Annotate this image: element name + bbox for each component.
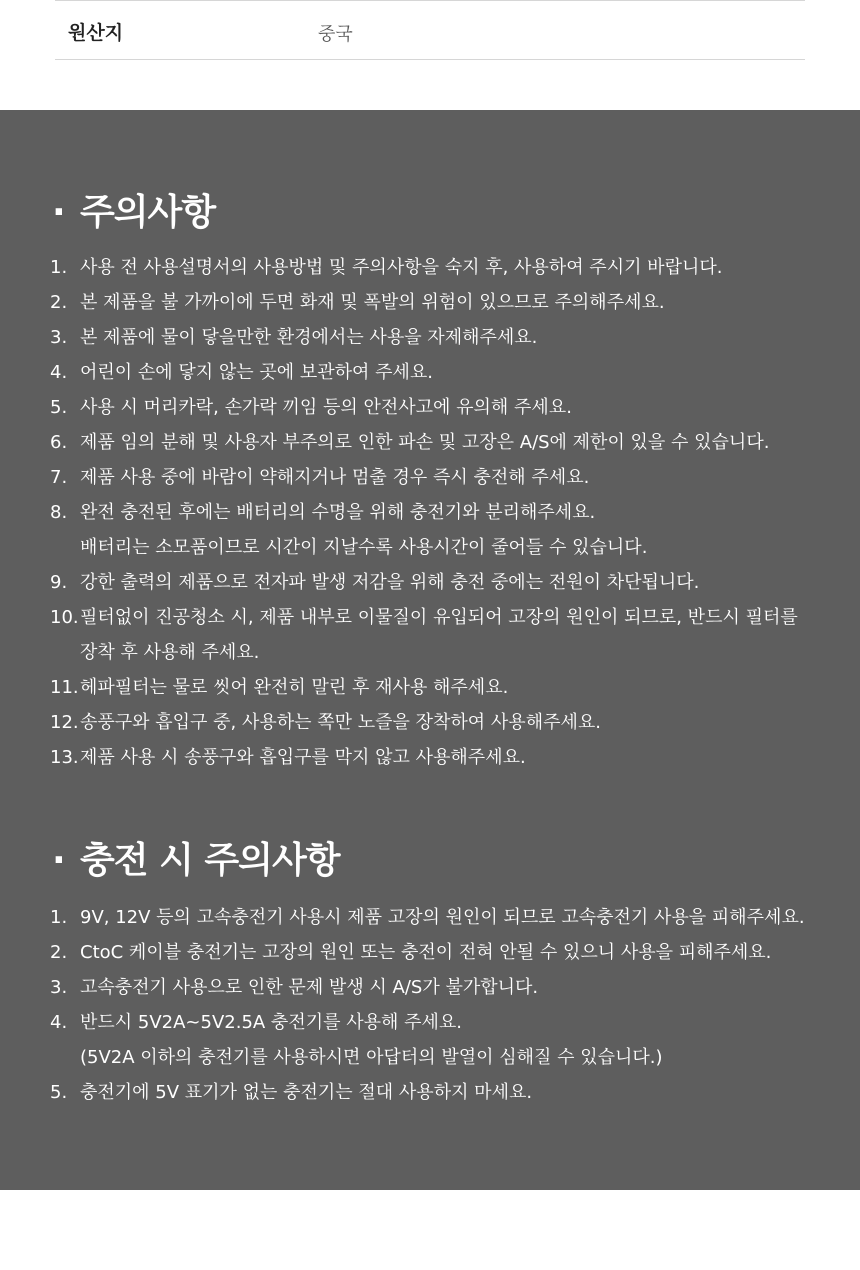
item-number: 10. — [50, 607, 79, 628]
title-bullet: · — [52, 840, 65, 881]
item-text: 제품 사용 중에 바람이 약해지거나 멈출 경우 즉시 충전해 주세요. — [80, 467, 590, 488]
item-number: 4. — [50, 362, 68, 383]
item-text: 필터없이 진공청소 시, 제품 내부로 이물질이 유입되어 고장의 원인이 되므로, 반드시 필터를 — [80, 607, 798, 628]
charging-list — [50, 900, 840, 1110]
item-text: 고속충전기 사용으로 인한 문제 발생 시 A/S가 불가합니다. — [80, 977, 539, 998]
item-text: 사용 전 사용설명서의 사용방법 및 주의사항을 숙지 후, 사용하여 주시기 바랍니다. — [80, 257, 723, 278]
item-number: 6. — [50, 432, 68, 453]
item-number: 4. — [50, 1012, 68, 1033]
item-text: 9V, 12V 등의 고속충전기 사용시 제품 고장의 원인이 되므로 고속충전기 사용을 피해주세요. — [80, 907, 805, 928]
item-text: 본 제품에 물이 닿을만한 환경에서는 사용을 자제해주세요. — [80, 327, 538, 348]
caution-section-title — [52, 184, 215, 235]
item-number: 7. — [50, 467, 68, 488]
item-number: 5. — [50, 397, 68, 418]
spec-row-origin — [55, 0, 805, 60]
list-item — [50, 355, 840, 390]
spec-table — [0, 0, 860, 110]
item-number: 13. — [50, 747, 79, 768]
caution-list — [50, 250, 840, 775]
list-item — [50, 390, 840, 425]
spec-key: 원산지 — [68, 22, 124, 44]
page-bottom — [0, 1190, 860, 1270]
list-item — [50, 900, 840, 935]
list-item — [50, 1075, 840, 1110]
item-number: 1. — [50, 257, 68, 278]
item-text: 제품 사용 시 송풍구와 흡입구를 막지 않고 사용해주세요. — [80, 747, 526, 768]
item-number: 11. — [50, 677, 79, 698]
item-text: 본 제품을 불 가까이에 두면 화재 및 폭발의 위험이 있으므로 주의해주세요. — [80, 292, 665, 313]
list-item-continuation — [50, 1040, 840, 1075]
spec-value: 중국 — [318, 24, 353, 45]
list-item — [50, 970, 840, 1005]
item-number: 3. — [50, 977, 68, 998]
item-text: 완전 충전된 후에는 배터리의 수명을 위해 충전기와 분리해주세요. — [80, 502, 596, 523]
item-text: 배터리는 소모품이므로 시간이 지날수록 사용시간이 줄어들 수 있습니다. — [80, 537, 648, 558]
item-text: 장착 후 사용해 주세요. — [80, 642, 260, 663]
item-text: CtoC 케이블 충전기는 고장의 원인 또는 충전이 전혀 안될 수 있으니 사용을 피해주세요. — [80, 942, 772, 963]
list-item — [50, 705, 840, 740]
item-text: 어린이 손에 닿지 않는 곳에 보관하여 주세요. — [80, 362, 434, 383]
item-text: 반드시 5V2A~5V2.5A 충전기를 사용해 주세요. — [80, 1012, 462, 1033]
item-text: 헤파필터는 물로 씻어 완전히 말린 후 재사용 해주세요. — [80, 677, 509, 698]
list-item — [50, 670, 840, 705]
item-text: 제품 임의 분해 및 사용자 부주의로 인한 파손 및 고장은 A/S에 제한이 있을 수 있습니다. — [80, 432, 770, 453]
list-item — [50, 935, 840, 970]
list-item — [50, 460, 840, 495]
item-number: 9. — [50, 572, 68, 593]
list-item — [50, 425, 840, 460]
item-number: 12. — [50, 712, 79, 733]
item-text: 사용 시 머리카락, 손가락 끼임 등의 안전사고에 유의해 주세요. — [80, 397, 572, 418]
item-text: (5V2A 이하의 충전기를 사용하시면 아답터의 발열이 심해질 수 있습니다.) — [80, 1047, 663, 1068]
item-number: 5. — [50, 1082, 68, 1103]
title-bullet: · — [52, 192, 65, 233]
item-text: 강한 출력의 제품으로 전자파 발생 저감을 위해 충전 중에는 전원이 차단됩니다. — [80, 572, 700, 593]
item-number: 8. — [50, 502, 68, 523]
list-item — [50, 495, 840, 530]
caution-title-text: 주의사항 — [80, 192, 216, 233]
item-text: 송풍구와 흡입구 중, 사용하는 쪽만 노즐을 장착하여 사용해주세요. — [80, 712, 601, 733]
list-item — [50, 740, 840, 775]
list-item — [50, 1005, 840, 1040]
list-item — [50, 250, 840, 285]
item-number: 1. — [50, 907, 68, 928]
list-item-continuation — [50, 635, 840, 670]
charging-section-title — [52, 832, 340, 883]
list-item — [50, 565, 840, 600]
item-text: 충전기에 5V 표기가 없는 충전기는 절대 사용하지 마세요. — [80, 1082, 533, 1103]
list-item-continuation — [50, 530, 840, 565]
caution-panel — [0, 110, 860, 1190]
item-number: 2. — [50, 942, 68, 963]
item-number: 3. — [50, 327, 68, 348]
charging-title-text: 충전 시 주의사항 — [80, 840, 340, 881]
item-number: 2. — [50, 292, 68, 313]
list-item — [50, 600, 840, 635]
list-item — [50, 285, 840, 320]
list-item — [50, 320, 840, 355]
